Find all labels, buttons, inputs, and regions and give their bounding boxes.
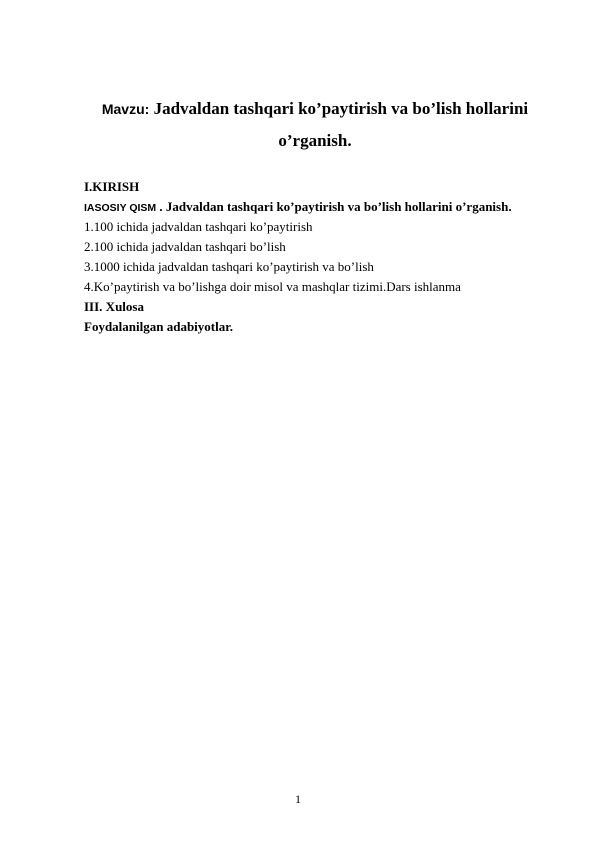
toc-conclusion: III. Xulosa <box>84 299 144 314</box>
toc-intro: I.KIRISH <box>84 179 140 194</box>
title-text-line-1: Jadvaldan tashqari ko’paytirish va bo’lish hollarini <box>153 99 529 118</box>
title-label: Mavzu: <box>101 101 150 117</box>
toc-main-section <box>84 197 564 217</box>
title-text-line-2: o’rganish. <box>278 131 352 150</box>
toc-item: 2.100 ichida jadvaldan tashqari bo’lish <box>84 239 286 254</box>
title-line-1 <box>70 93 560 125</box>
toc-item: 1.100 ichida jadvaldan tashqari ko’paytirish <box>84 219 313 234</box>
toc-main-label: IASOSIY QISM <box>84 202 157 214</box>
document-title <box>70 93 560 157</box>
toc-main-text: . Jadvaldan tashqari ko’paytirish va bo’lish hollarini o’rganish. <box>159 199 512 214</box>
table-of-contents <box>84 177 564 337</box>
toc-item: 3.1000 ichida jadvaldan tashqari ko’paytirish va bo’lish <box>84 259 374 274</box>
page-number: 1 <box>295 792 301 806</box>
toc-item: 4.Ko’paytirish va bo’lishga doir misol va mashqlar tizimi.Dars ishlanma <box>84 279 461 294</box>
toc-references: Foydalanilgan adabiyotlar. <box>84 319 234 334</box>
